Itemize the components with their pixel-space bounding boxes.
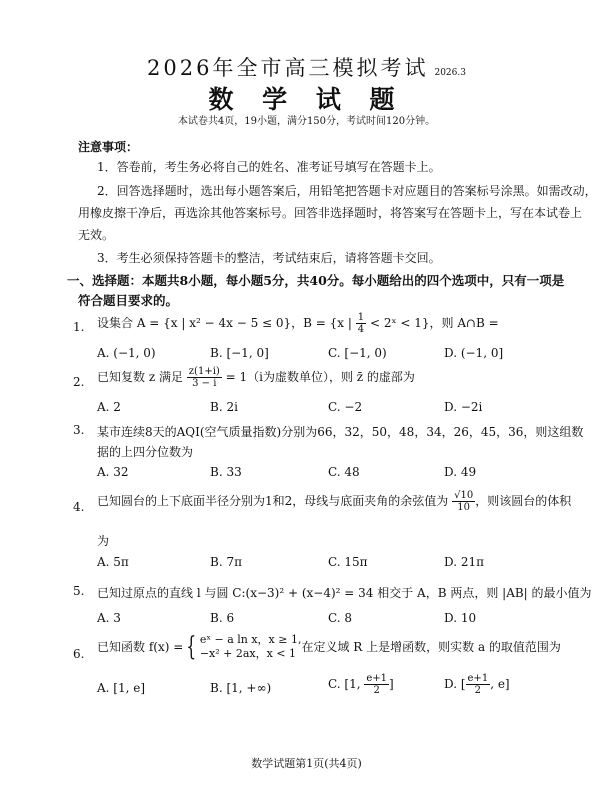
question-4-stem-line-2: 为 [97, 534, 110, 548]
question-1-stem-b: < 2ˣ < 1}，则 A∩B = [366, 316, 499, 330]
section-heading-line-1: 一、选择题：本题共8小题，每小题5分，共40分。每小题给出的四个选项中，只有一项是 [67, 273, 565, 288]
fraction-denominator: 3 − i [192, 378, 217, 389]
option-d-prefix: D. [ [444, 677, 466, 691]
note-1: 1．答卷前，考生务必将自己的姓名、准考证号填写在答题卡上。 [97, 160, 441, 174]
fraction-denominator: 10 [457, 502, 471, 513]
question-6-stem-a: 已知函数 f(x) = [97, 639, 184, 654]
exam-date: 2026.3 [434, 68, 466, 78]
question-2-option-a[interactable]: A. 2 [97, 400, 121, 414]
fraction-denominator: 2 [373, 685, 380, 696]
question-2-option-b[interactable]: B. 2i [210, 400, 238, 414]
note-2-line-3: 无效。 [78, 228, 115, 242]
fraction-numerator: e+1 [366, 673, 387, 684]
question-5-option-d[interactable]: D. 10 [444, 611, 477, 625]
fraction-numerator: √10 [454, 490, 474, 501]
question-4-stem-b: ，则该圆台的体积 [475, 494, 572, 508]
question-4-number: 4. [73, 500, 85, 514]
question-4-fraction [452, 490, 475, 513]
question-2-option-d[interactable]: D. −2i [444, 400, 483, 414]
subject-title: 数 学 试 题 [208, 85, 405, 114]
option-d-fraction [466, 673, 491, 696]
question-1-number: 1. [73, 320, 85, 334]
notes-title: 注意事项： [78, 140, 139, 154]
question-6-option-b[interactable]: B. [1, +∞) [210, 681, 272, 695]
question-6-option-a[interactable]: A. [1, e] [97, 681, 146, 695]
question-4-option-d[interactable]: D. 21π [444, 555, 484, 569]
question-3-option-b[interactable]: B. 33 [210, 465, 242, 479]
question-6-option-d[interactable] [444, 673, 510, 696]
question-4-option-b[interactable]: B. 7π [210, 555, 242, 569]
question-2-stem-b: = 1（i为虚数单位），则 z̄ 的虚部为 [221, 370, 415, 384]
question-1-stem-a: 设集合 A = {x | x² − 4x − 5 ≤ 0}，B = {x | [97, 316, 356, 330]
fraction-denominator: 2 [474, 685, 482, 696]
exam-title-text: 2026年全市高三模拟考试 [147, 56, 429, 80]
question-2-stem-a: 已知复数 z 满足 [97, 370, 187, 384]
question-5-number: 5. [73, 584, 85, 598]
question-1-option-a[interactable]: A. (−1, 0) [97, 346, 156, 360]
section-heading-line-2: 符合题目要求的。 [78, 293, 179, 308]
page-footer: 数学试题第1页(共4页) [251, 757, 362, 770]
piece-2: −x² + 2ax，x < 1 [199, 647, 297, 661]
question-1-option-b[interactable]: B. [−1, 0] [210, 346, 269, 360]
question-3-number: 3. [73, 423, 85, 437]
question-6-stem-b: 在定义域 R 上是增函数，则实数 a 的取值范围为 [301, 639, 561, 654]
piecewise-function [200, 633, 302, 662]
question-6-stem [97, 633, 561, 662]
question-3-option-d[interactable]: D. 49 [444, 465, 477, 479]
exam-title [0, 52, 613, 82]
question-5-option-c[interactable]: C. 8 [328, 611, 353, 625]
question-2-option-c[interactable]: C. −2 [328, 400, 363, 414]
fraction-numerator: 1 [357, 312, 365, 323]
question-4-stem-a: 已知圆台的上下底面半径分别为1和2，母线与底面夹角的余弦值为 [97, 494, 453, 508]
question-6-number: 6. [73, 647, 85, 661]
question-5-option-a[interactable]: A. 3 [97, 611, 121, 625]
question-4-option-c[interactable]: C. 15π [328, 555, 368, 569]
question-1-fraction [356, 312, 366, 335]
question-1-option-d[interactable]: D. (−1, 0] [444, 346, 504, 360]
option-d-suffix: , e] [490, 677, 510, 691]
question-2-fraction [187, 366, 222, 389]
question-4-stem [97, 490, 571, 513]
question-2-stem [97, 366, 415, 389]
fraction-numerator: e+1 [467, 673, 489, 684]
question-5-stem: 已知过原点的直线 l 与圆 C:(x−3)² + (x−4)² = 34 相交于 A，B 两点，则 |AB| 的最小值为 [97, 586, 592, 600]
question-4-option-a[interactable]: A. 5π [97, 555, 129, 569]
note-2-line-1: 2．回答选择题时，选出每小题答案后，用铅笔把答题卡对应题目的答案标号涂黑。如需改动， [97, 184, 597, 198]
question-1-option-c[interactable]: C. [−1, 0) [328, 346, 387, 360]
option-c-suffix: ] [389, 677, 394, 691]
option-c-prefix: C. [1, [328, 677, 365, 691]
question-1-stem [97, 312, 499, 335]
exam-info: 本试卷共4页，19小题，满分150分，考试时间120分钟。 [177, 116, 436, 127]
question-3-stem-line-2: 据的上四分位数为 [97, 445, 194, 459]
piece-1: eˣ − a ln x，x ≥ 1, [199, 633, 302, 646]
fraction-numerator: z(1+i) [188, 366, 220, 377]
note-3: 3．考生必须保持答题卡的整洁，考试结束后，请将答题卡交回。 [97, 251, 441, 265]
question-3-option-a[interactable]: A. 32 [97, 465, 129, 479]
question-5-option-b[interactable]: B. 6 [210, 611, 235, 625]
option-c-fraction [364, 673, 389, 696]
left-brace-icon: { [186, 632, 197, 663]
note-2-line-2: 用橡皮擦干净后，再选涂其他答案标号。回答非选择题时，将答案写在答题卡上，写在本试卷上 [78, 206, 583, 220]
question-3-option-c[interactable]: C. 48 [328, 465, 360, 479]
question-2-number: 2. [73, 375, 85, 389]
question-6-option-c[interactable] [328, 673, 394, 696]
fraction-denominator: 4 [357, 324, 365, 335]
question-3-stem-line-1: 某市连续8天的AQI(空气质量指数)分别为66，32，50，48，34，26，45，36，则这组数 [97, 425, 584, 439]
